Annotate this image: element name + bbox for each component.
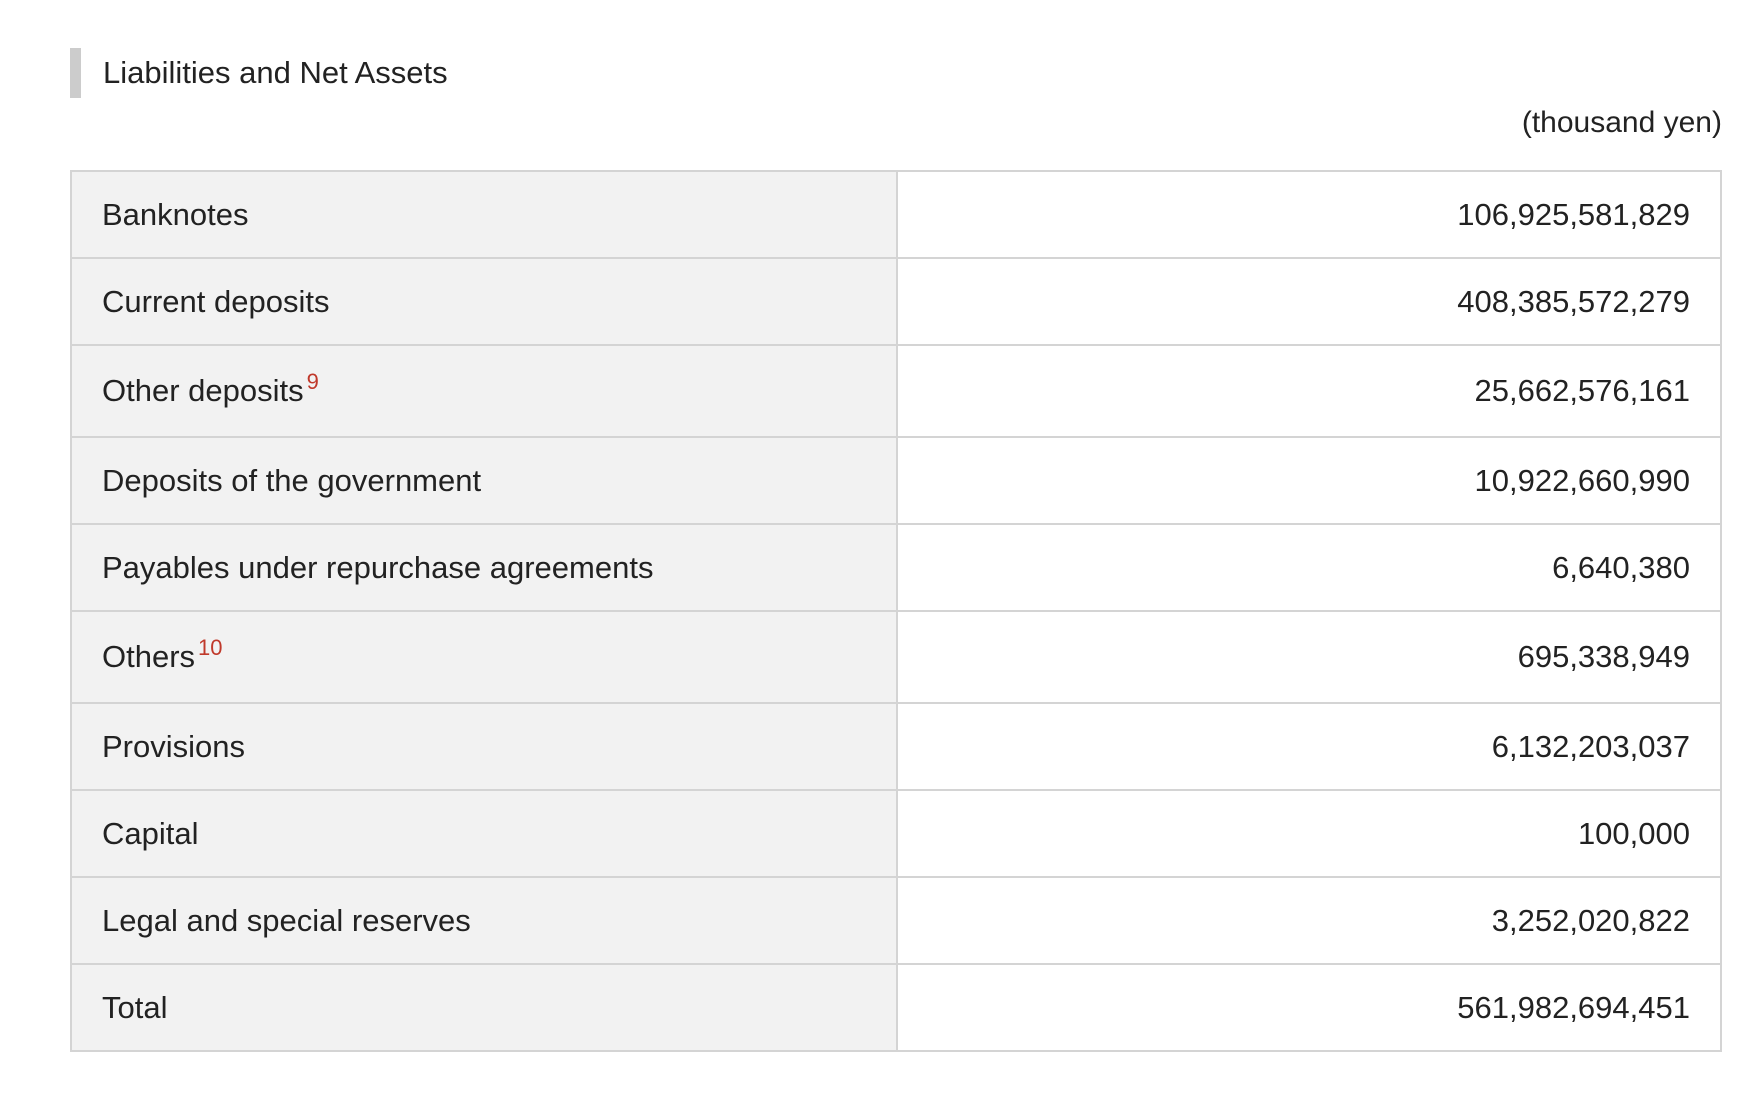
heading-accent-bar [70, 48, 81, 98]
row-label-cell [71, 437, 897, 524]
table-row [71, 524, 1721, 611]
table-row [71, 171, 1721, 258]
row-label: Other deposits [102, 373, 304, 408]
row-label-cell [71, 877, 897, 964]
table-row [71, 258, 1721, 345]
row-label: Total [102, 989, 168, 1025]
row-label: Capital [102, 815, 199, 851]
row-value: 3,252,020,822 [897, 877, 1721, 964]
table-row [71, 345, 1721, 437]
row-label: Others [102, 639, 196, 674]
row-label: Provisions [102, 728, 245, 764]
row-label-cell [71, 171, 897, 258]
row-label-cell [71, 964, 897, 1051]
row-label: Payables under repurchase agreements [102, 549, 654, 585]
row-label: Banknotes [102, 196, 249, 232]
table-row [71, 611, 1721, 703]
row-label-cell [71, 524, 897, 611]
section-heading [70, 48, 448, 98]
table-row [71, 877, 1721, 964]
section-title: Liabilities and Net Assets [103, 55, 448, 90]
row-label-cell [71, 611, 897, 703]
table-row [71, 437, 1721, 524]
row-value: 10,922,660,990 [897, 437, 1721, 524]
row-value: 6,132,203,037 [897, 703, 1721, 790]
row-label-cell [71, 790, 897, 877]
footnote-link[interactable]: 10 [198, 635, 223, 660]
row-label-cell [71, 345, 897, 437]
liabilities-table [70, 170, 1722, 1052]
table-row [71, 790, 1721, 877]
row-label-cell [71, 703, 897, 790]
row-label: Current deposits [102, 283, 330, 319]
row-label: Deposits of the government [102, 462, 482, 498]
row-value: 408,385,572,279 [897, 258, 1721, 345]
row-value: 561,982,694,451 [897, 964, 1721, 1051]
unit-note: (thousand yen) [1521, 106, 1722, 139]
row-value: 100,000 [897, 790, 1721, 877]
table-row [71, 703, 1721, 790]
row-label: Legal and special reserves [102, 902, 471, 938]
row-value: 106,925,581,829 [897, 171, 1721, 258]
row-value: 25,662,576,161 [897, 345, 1721, 437]
table-row-total [71, 964, 1721, 1051]
row-value: 6,640,380 [897, 524, 1721, 611]
footnote-link[interactable]: 9 [306, 369, 319, 394]
row-label-cell [71, 258, 897, 345]
row-value: 695,338,949 [897, 611, 1721, 703]
